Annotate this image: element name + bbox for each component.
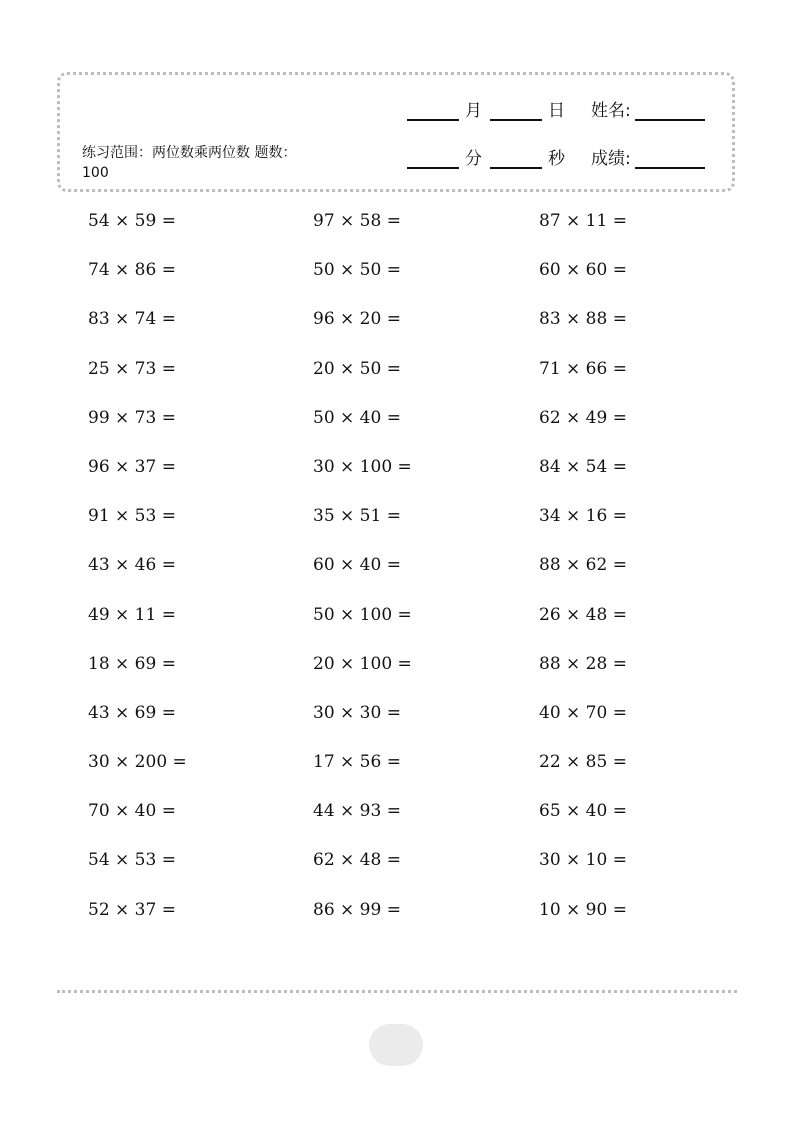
month-blank[interactable] bbox=[407, 101, 459, 121]
problem-item: 62 × 48 = bbox=[313, 850, 401, 871]
problem-item: 54 × 59 = bbox=[88, 211, 176, 231]
problem-item: 26 × 48 = bbox=[539, 604, 627, 625]
problem-item: 96 × 37 = bbox=[88, 456, 176, 477]
problem-item: 52 × 37 = bbox=[88, 899, 176, 920]
problem-item: 22 × 85 = bbox=[539, 752, 627, 773]
name-blank[interactable] bbox=[635, 101, 705, 121]
minute-blank[interactable] bbox=[407, 149, 459, 169]
problem-item: 62 × 49 = bbox=[539, 407, 627, 428]
problem-item: 40 × 70 = bbox=[539, 702, 627, 723]
second-label: 秒 bbox=[548, 149, 565, 169]
problem-item: 96 × 20 = bbox=[313, 309, 401, 330]
problem-item: 18 × 69 = bbox=[88, 653, 176, 674]
problem-item: 50 × 40 = bbox=[313, 407, 401, 428]
problem-item: 25 × 73 = bbox=[88, 358, 176, 379]
problem-item: 60 × 40 = bbox=[313, 555, 401, 576]
problem-item: 65 × 40 = bbox=[539, 801, 627, 822]
problem-item: 20 × 100 = bbox=[313, 653, 412, 674]
problem-item: 88 × 62 = bbox=[539, 555, 627, 576]
problem-item: 60 × 60 = bbox=[539, 260, 627, 281]
problem-item: 10 × 90 = bbox=[539, 899, 627, 920]
problem-item: 30 × 200 = bbox=[88, 752, 187, 773]
problem-item: 49 × 11 = bbox=[88, 604, 176, 625]
problem-item: 97 × 58 = bbox=[313, 211, 401, 231]
page-number-badge bbox=[369, 1024, 423, 1066]
problem-item: 71 × 66 = bbox=[539, 358, 627, 379]
problem-item: 74 × 86 = bbox=[88, 260, 176, 281]
score-blank[interactable] bbox=[635, 149, 705, 169]
problem-item: 70 × 40 = bbox=[88, 801, 176, 822]
month-label: 月 bbox=[465, 101, 482, 121]
problem-item: 50 × 50 = bbox=[313, 260, 401, 281]
problem-item: 87 × 11 = bbox=[539, 211, 627, 231]
problem-item: 20 × 50 = bbox=[313, 358, 401, 379]
problem-item: 34 × 16 = bbox=[539, 506, 627, 527]
problem-item: 30 × 100 = bbox=[313, 456, 412, 477]
problem-item: 50 × 100 = bbox=[313, 604, 412, 625]
problem-item: 99 × 73 = bbox=[88, 407, 176, 428]
problem-item: 54 × 53 = bbox=[88, 850, 176, 871]
problem-item: 17 × 56 = bbox=[313, 752, 401, 773]
day-label: 日 bbox=[548, 101, 565, 121]
practice-range-text: 练习范围：两位数乘两位数 题数：100 bbox=[82, 145, 297, 181]
problem-item: 84 × 54 = bbox=[539, 456, 627, 477]
bottom-divider bbox=[57, 990, 737, 993]
problem-item: 30 × 30 = bbox=[313, 702, 401, 723]
second-blank[interactable] bbox=[490, 149, 542, 169]
problem-item: 43 × 46 = bbox=[88, 555, 176, 576]
score-label: 成绩: bbox=[591, 149, 631, 169]
worksheet-header bbox=[57, 72, 735, 192]
problem-item: 91 × 53 = bbox=[88, 506, 176, 527]
minute-label: 分 bbox=[465, 149, 482, 169]
problem-item: 43 × 69 = bbox=[88, 702, 176, 723]
problem-item: 83 × 88 = bbox=[539, 309, 627, 330]
day-blank[interactable] bbox=[490, 101, 542, 121]
problem-item: 88 × 28 = bbox=[539, 653, 627, 674]
problem-item: 35 × 51 = bbox=[313, 506, 401, 527]
problem-item: 86 × 99 = bbox=[313, 899, 401, 920]
problem-item: 44 × 93 = bbox=[313, 801, 401, 822]
problem-item: 83 × 74 = bbox=[88, 309, 176, 330]
problem-item: 30 × 10 = bbox=[539, 850, 627, 871]
time-score-row bbox=[407, 149, 705, 169]
date-name-row bbox=[407, 101, 705, 121]
name-label: 姓名: bbox=[591, 101, 631, 121]
problem-grid bbox=[88, 207, 728, 945]
